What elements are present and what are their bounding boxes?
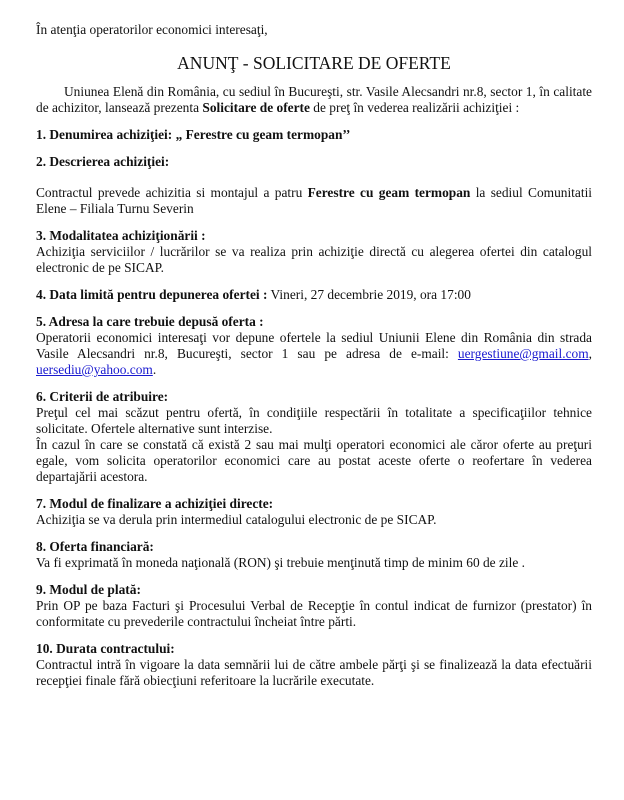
- email-link-sediu[interactable]: uersediu@yahoo.com: [36, 362, 153, 377]
- intro-bold-term: Solicitare de oferte: [202, 100, 310, 115]
- intro-paragraph: [36, 84, 592, 116]
- section-9: [36, 582, 592, 630]
- addressee-line: În atenţia operatorilor economici interesaţi,: [36, 22, 268, 37]
- section-5: [36, 314, 592, 378]
- deadline-value: Vineri, 27 decembrie 2019, ora 17:00: [267, 287, 471, 302]
- section-5-text: Operatorii economici interesaţi vor depune ofertele la sediul Uniunii Elene din România din strada Vasile Alecsandri nr.8, Bucureşti, sector 1 sau pe adresa de e-mail:: [36, 330, 592, 361]
- section-6-body-2: În cazul în care se constată că există 2 sau mai mulţi operatori economici ale căror oferte au preţuri egale, vom solicita operatorilor economici care au postat aceste oferte o reofertare în vederea departajării acestora.: [36, 437, 592, 484]
- section-8-heading: 8. Oferta financiară:: [36, 539, 154, 554]
- section-10-body: Contractul intră în vigoare la data semnării lui de către ambele părţi şi se finalizează la data efectuării recepţiei finale fără obiecţiuni referitoare la lucrările executate.: [36, 657, 592, 688]
- section-1: [36, 127, 592, 143]
- section-6-body-1: Preţul cel mai scăzut pentru ofertă, în condiţiile respectării în totalitate a specificaţiilor tehnice solicitate. Ofertele alternative sunt interzise.: [36, 405, 592, 436]
- section-3-body: Achiziţia serviciilor / lucrărilor se va realiza prin achiziţie directă cu alegerea ofertei din catalogul electronic de pe SICAP.: [36, 244, 592, 275]
- section-2-text-start: Contractul prevede achizitia si montajul a patru: [36, 185, 308, 200]
- section-4-heading: 4. Data limită pentru depunerea ofertei :: [36, 287, 268, 302]
- document-title: ANUNŢ - SOLICITARE DE OFERTE: [177, 53, 451, 73]
- section-1-heading: 1. Denumirea achiziţiei: „ Ferestre cu geam termopan’’: [36, 127, 351, 142]
- section-10-heading: 10. Durata contractului:: [36, 641, 175, 656]
- document-page: [36, 22, 592, 700]
- section-6: [36, 389, 592, 485]
- section-5-heading: 5. Adresa la care trebuie depusă oferta :: [36, 314, 264, 329]
- email-link-gestiune[interactable]: uergestiune@gmail.com: [457, 346, 589, 361]
- email-separator: ,: [588, 346, 592, 361]
- section-2-heading: 2. Descrierea achiziţiei:: [36, 154, 170, 169]
- section-2-bold-term: Ferestre cu geam termopan: [307, 185, 471, 200]
- section-3: [36, 228, 592, 276]
- section-2-text-end: la sediul Comunitatii Elene – Filiala Turnu Severin: [36, 185, 593, 216]
- section-7-heading: 7. Modul de finalizare a achiziţiei directe:: [36, 496, 274, 511]
- section-5-end: .: [152, 362, 157, 377]
- section-6-heading: 6. Criterii de atribuire:: [36, 389, 169, 404]
- section-8-body: Va fi exprimată în moneda naţională (RON) şi trebuie menţinută timp de minim 60 de zile .: [36, 555, 525, 570]
- section-3-heading: 3. Modalitatea achiziţionării :: [36, 228, 206, 243]
- section-8: [36, 539, 592, 571]
- section-4: [36, 287, 592, 303]
- section-9-heading: 9. Modul de plată:: [36, 582, 141, 597]
- section-7: [36, 496, 592, 528]
- section-4-line: [36, 287, 592, 303]
- intro-text-start: Uniunea Elenă din România, cu sediul în Bucureşti, str. Vasile Alecsandri nr.8, sector 1, în calitate de achizitor, lansează prezenta: [36, 84, 592, 115]
- section-10: [36, 641, 592, 689]
- section-2: [36, 154, 592, 217]
- intro-text-end: de preţ în vederea realizării achiziţiei :: [309, 100, 520, 115]
- section-2-body: [36, 185, 592, 217]
- section-7-body: Achiziţia se va derula prin intermediul catalogului electronic de pe SICAP.: [36, 512, 437, 527]
- section-5-body: [36, 330, 592, 378]
- section-9-body: Prin OP pe baza Facturi şi Procesului Verbal de Recepţie în contul indicat de furnizor (prestator) în conformitate cu prevederile contractului încheiat între părti.: [36, 598, 592, 629]
